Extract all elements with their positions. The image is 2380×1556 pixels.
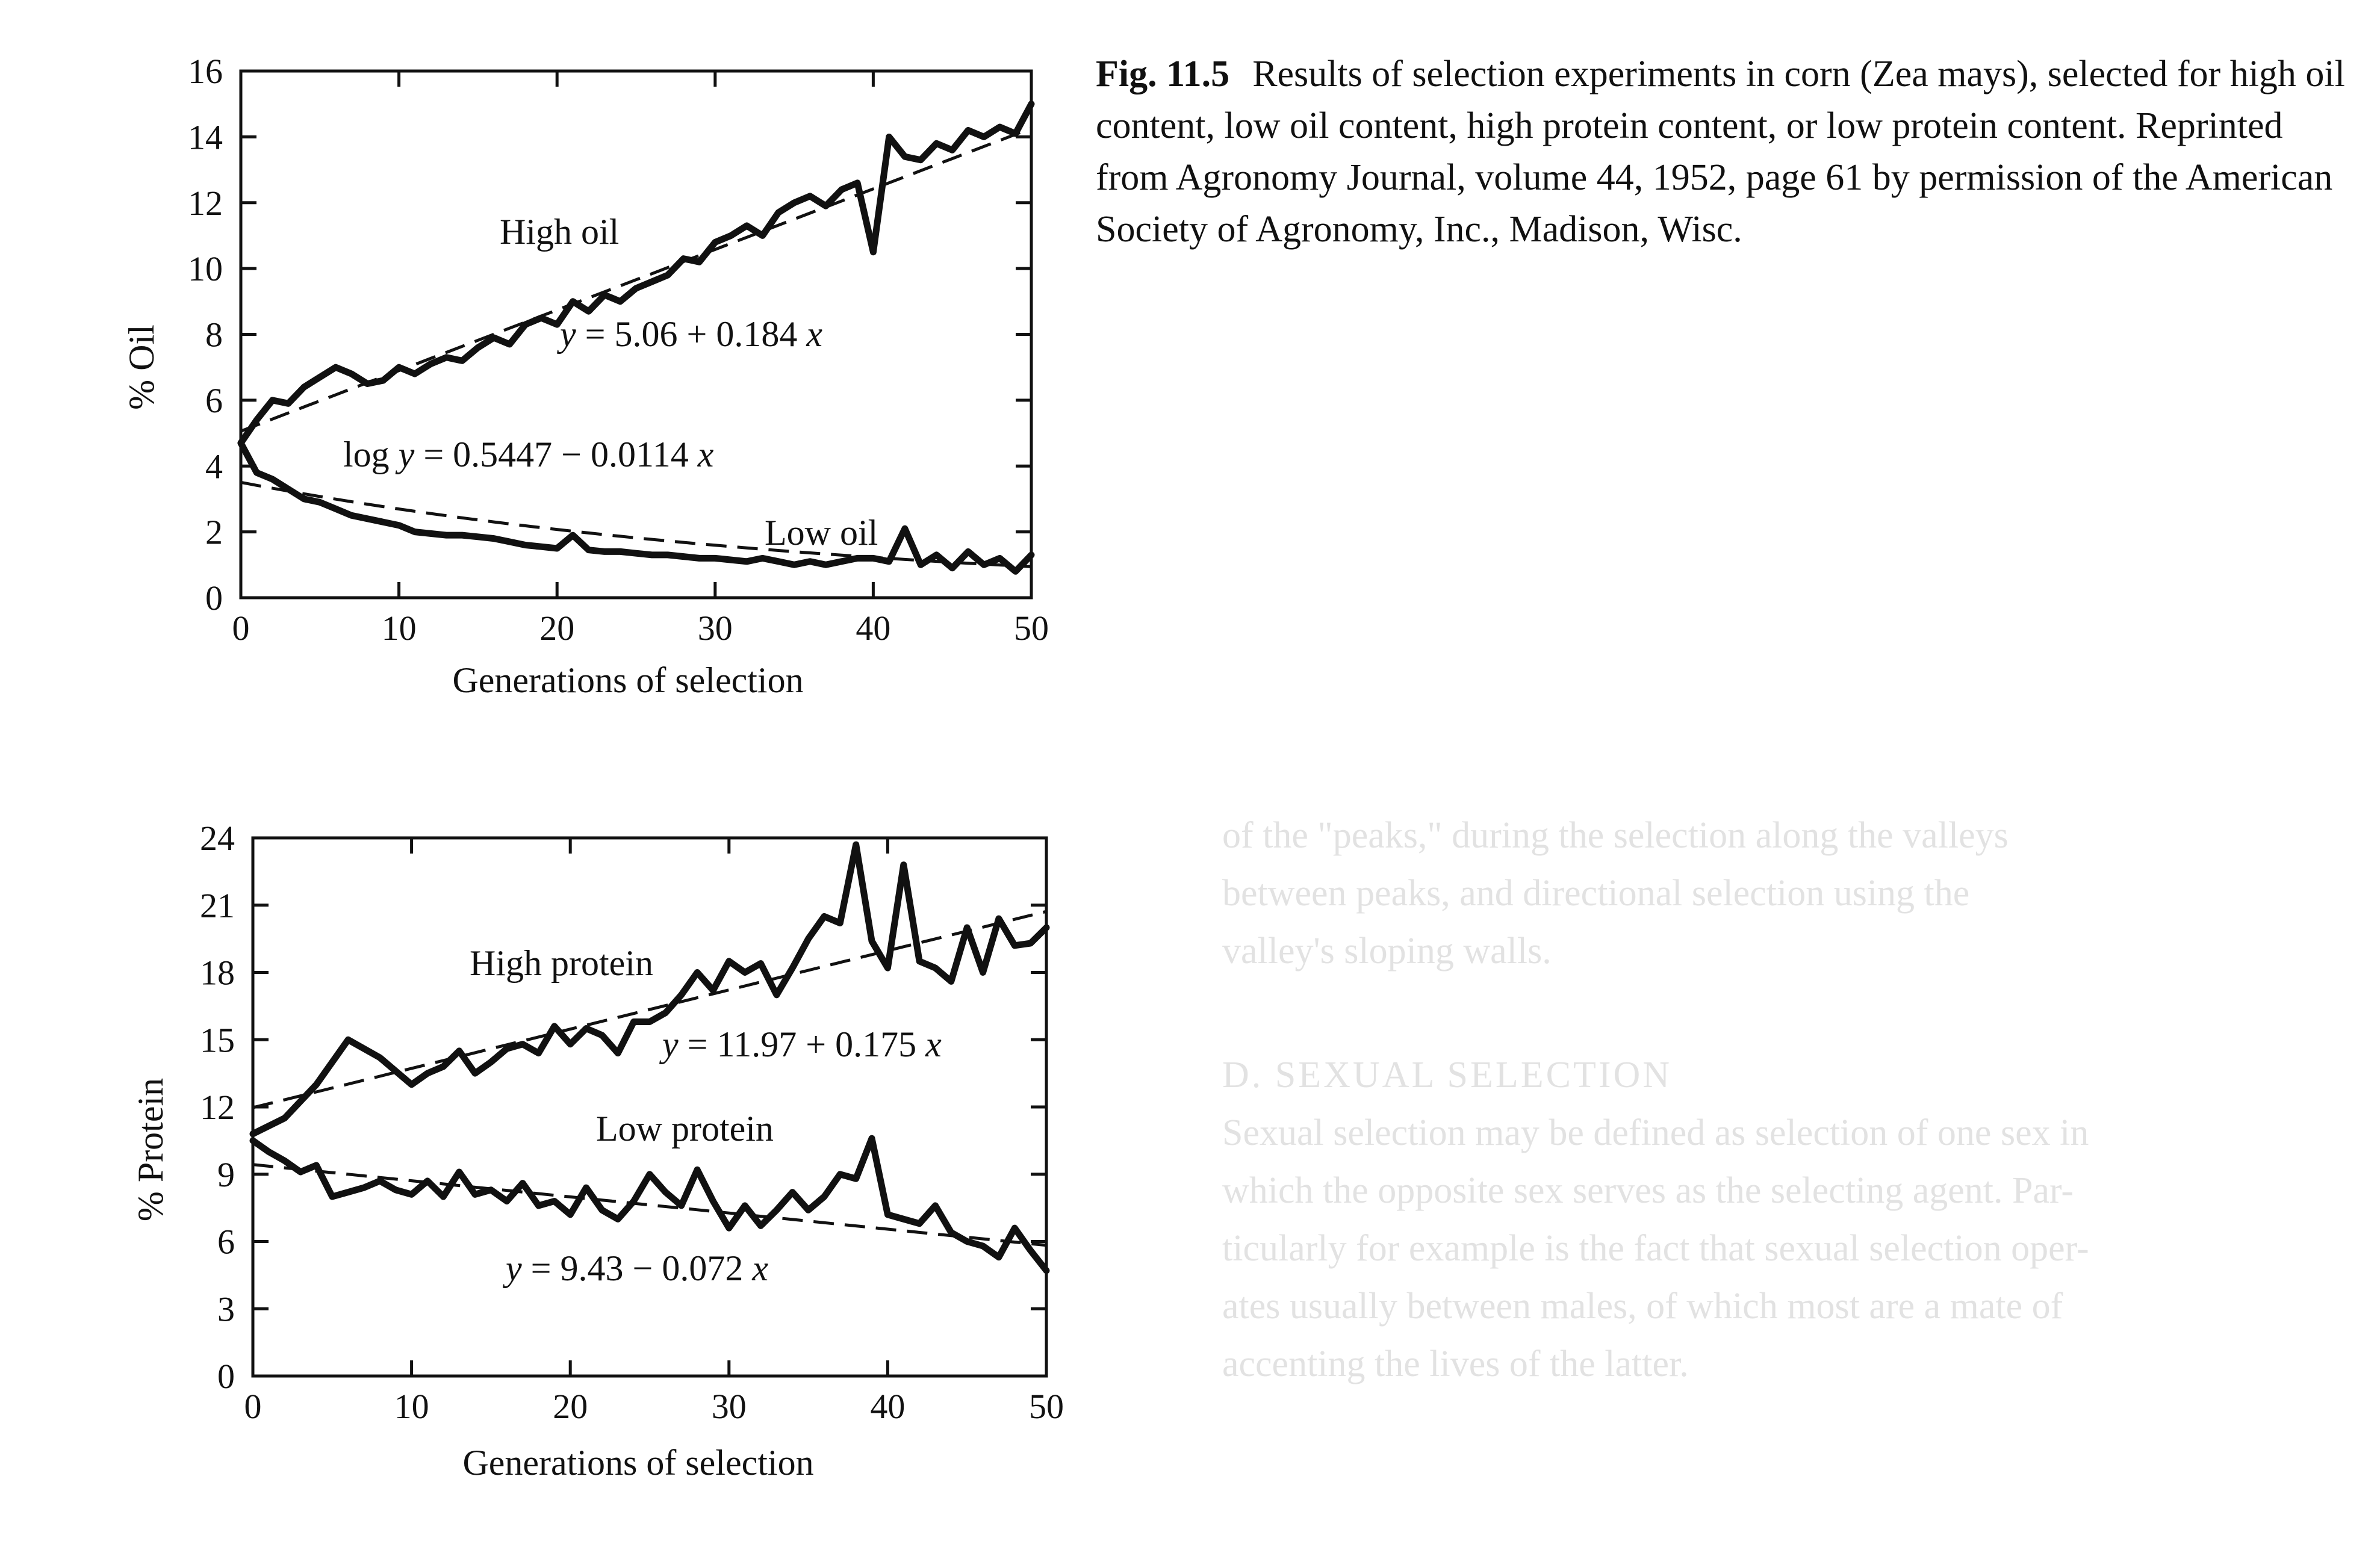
protein-plot-frame [253,838,1046,1376]
protein-high-protein-line [253,845,1046,1134]
protein-x-tick-label: 10 [394,1387,429,1426]
protein-y-tick-label: 21 [200,885,235,925]
low-oil-label: Low oil [765,513,878,553]
figure-caption [1096,48,2348,255]
protein-x-axis-label: Generations of selection [462,1443,814,1483]
bleed-line: ticularly for example is the fact that sexual selection oper- [1222,1228,2089,1269]
bleed-through-text [1222,807,2089,1393]
oil-y-tick-label: 8 [205,315,223,355]
oil-y-tick-label: 4 [205,447,223,486]
oil-chart [0,0,1084,722]
high-protein-equation: y = 11.97 + 0.175 x [662,1024,942,1064]
bleed-line: between peaks, and directional selection using the [1222,873,1970,914]
low-oil-equation: log y = 0.5447 − 0.0114 x [343,435,714,474]
protein-y-tick-label: 12 [200,1088,235,1127]
protein-y-tick-label: 3 [217,1289,235,1329]
protein-chart [0,783,1096,1529]
oil-y-tick-label: 10 [188,249,223,289]
oil-x-tick-label: 30 [697,609,733,648]
protein-y-tick-label: 15 [200,1020,235,1060]
bleed-line: ates usually between males, of which most are a mate of [1222,1286,2063,1327]
figure-number: Fig. 11.5 [1096,54,1230,95]
oil-y-tick-label: 6 [205,380,223,420]
protein-y-tick-label: 0 [217,1357,235,1396]
oil-x-tick-label: 40 [856,609,891,648]
protein-x-tick-label: 40 [870,1387,906,1426]
bleed-line: accenting the lives of the latter. [1222,1344,1689,1384]
protein-x-tick-label: 0 [244,1387,262,1426]
protein-y-tick-label: 6 [217,1222,235,1262]
oil-high-oil-line [241,104,1031,443]
protein-x-tick-label: 30 [711,1387,747,1426]
oil-y-tick-label: 14 [188,117,223,157]
low-protein-equation: y = 9.43 − 0.072 x [506,1248,768,1288]
oil-x-axis-label: Generations of selection [452,660,804,700]
high-protein-label: High protein [470,943,653,983]
low-protein-label: Low protein [596,1109,774,1148]
protein-y-tick-label: 24 [200,819,235,858]
oil-x-tick-label: 0 [232,609,250,648]
protein-trend-line-1 [253,911,1046,1108]
protein-y-tick-label: 18 [200,953,235,993]
bleed-line: which the opposite sex serves as the selecting agent. Par- [1222,1170,2074,1211]
high-oil-label: High oil [500,212,620,252]
protein-y-tick-label: 9 [217,1155,235,1194]
oil-x-tick-label: 50 [1014,609,1049,648]
protein-x-tick-label: 20 [553,1387,588,1426]
protein-y-axis-label: % Protein [131,1077,170,1222]
protein-x-tick-label: 50 [1029,1387,1064,1426]
bleed-line: Sexual selection may be defined as selection of one sex in [1222,1112,2089,1153]
caption-text: Results of selection experiments in corn (Zea mays), selected for high oil content, low oil content, high protein content, or low protein content. Reprinted from Agronomy Journal, volume 44, 1952, page 61 by permission of the American Society of Agronomy, Inc., Madison, Wisc. [1096,54,2345,250]
oil-y-tick-label: 0 [205,578,223,618]
oil-y-axis-label: % Oil [122,324,161,410]
bleed-line: of the "peaks," during the selection along the valleys [1222,815,2009,856]
oil-y-tick-label: 16 [188,52,223,91]
oil-y-tick-label: 2 [205,512,223,552]
bleed-heading: D. SEXUAL SELECTION [1222,1055,1673,1096]
oil-trend-line-1 [241,128,1031,431]
oil-x-tick-label: 20 [539,609,575,648]
oil-y-tick-label: 12 [188,183,223,223]
oil-x-tick-label: 10 [381,609,417,648]
bleed-line: valley's sloping walls. [1222,931,1552,972]
high-oil-equation: y = 5.06 + 0.184 x [560,314,822,354]
